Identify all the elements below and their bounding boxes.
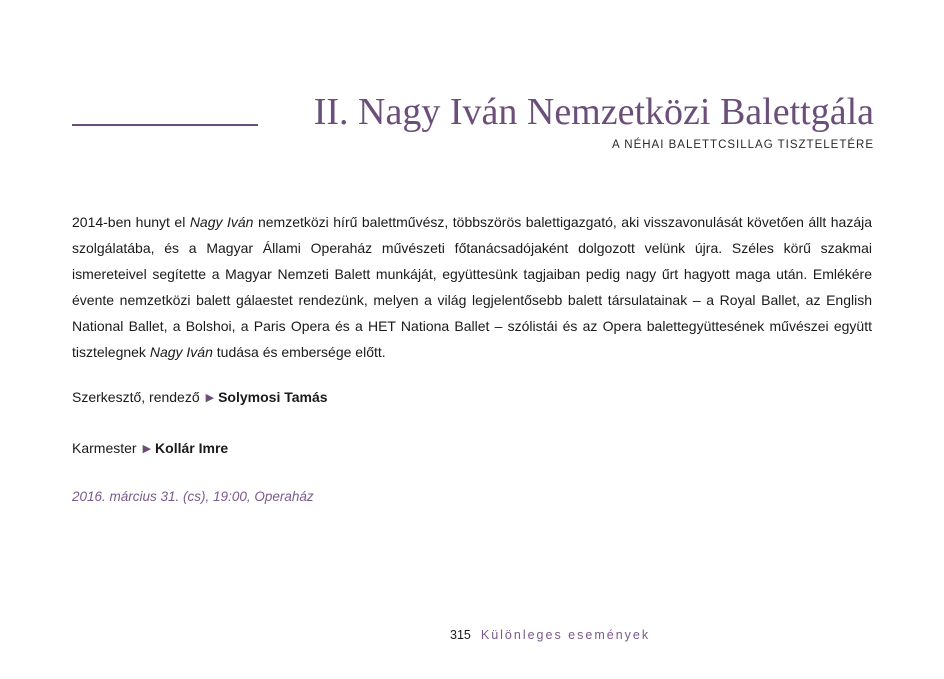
description-text-3: tudása és embersége előtt. [212,344,386,360]
credit-name: Solymosi Tamás [218,389,328,405]
page-title: II. Nagy Iván Nemzetközi Balettgála [313,91,874,133]
description-paragraph [72,209,872,365]
description-text-2: nemzetközi hírű balettművész, többszörös balettigazgató, aki visszavonulását követően állt hazája szolgálatába, és a Magyar Állami Operaház művészeti főtanácsadójaként dolgozott velünk újra. Széles körű szakmai ismereteivel segítette a Magyar Nemzeti Balett munkáját, együttesünk tagjaiban pedig nagy űrt hagyott maga után. Emlékére évente nemzetközi balett gálaestet rendezünk, melyen a világ legjelentősebb balett társulatainak – a Royal Ballet, az English National Ballet, a Bolshoi, a Paris Opera és a HET Nationa Ballet – szólistái és az Opera balettegyüttesének művészei együtt tisztelegnek [72,214,872,360]
credit-name: Kollár Imre [155,440,229,456]
title-rule [72,124,258,126]
page-subtitle: A NÉHAI BALETTCSILLAG TISZTELETÉRE [612,139,874,151]
section-name: Különleges események [480,628,651,642]
description-text-1: 2014-ben hunyt el [72,214,190,230]
credit-role: Szerkesztő, rendező [72,389,200,405]
play-triangle-icon: ▶ [142,443,152,455]
event-date: 2016. március 31. (cs), 19:00, Operaház [72,489,314,504]
credit-conductor [72,438,228,460]
honoree-name: Nagy Iván [189,214,254,230]
page-footer [450,628,650,642]
page-number: 315 [450,628,471,642]
honoree-name: Nagy Iván [149,344,213,360]
credit-director [72,387,328,409]
credit-role: Karmester [72,440,137,456]
play-triangle-icon: ▶ [205,392,215,404]
